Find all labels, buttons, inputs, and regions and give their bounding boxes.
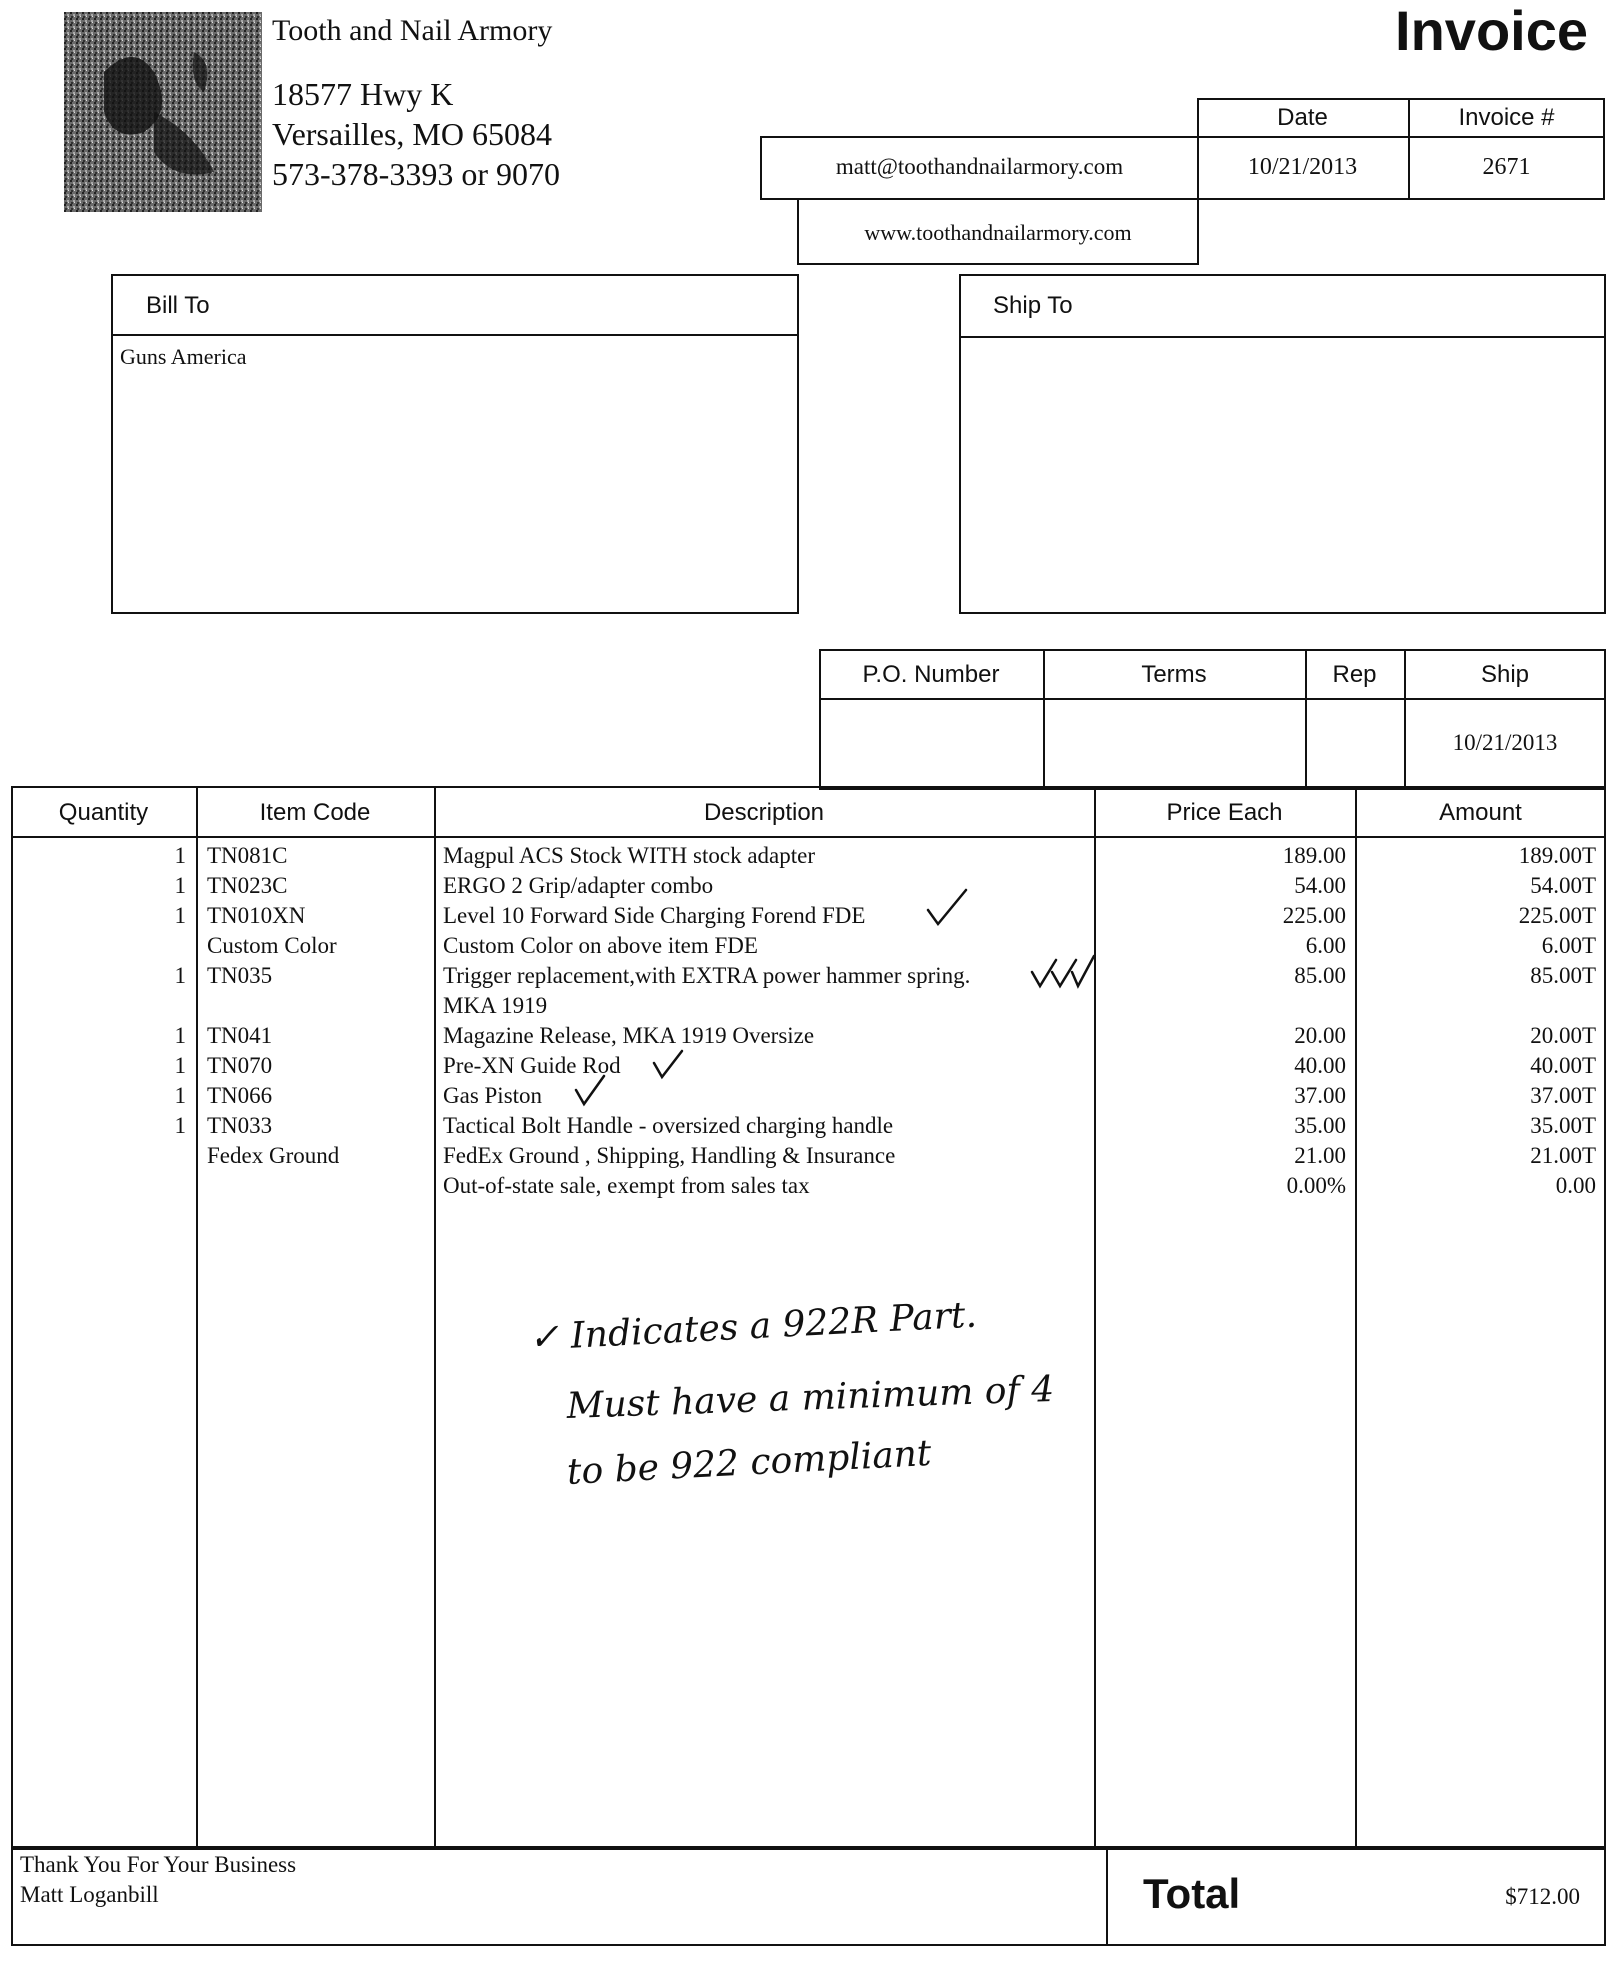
row-amount: 0.00 <box>1555 1173 1596 1198</box>
invoice-date: 10/21/2013 <box>1247 154 1358 180</box>
row-amount: 37.00T <box>1530 1083 1596 1108</box>
row-description: Magazine Release, MKA 1919 Oversize <box>443 1023 815 1048</box>
handwritten-note-line2: Must have a minimum of 4 <box>566 1368 1055 1427</box>
ship-date-value: 10/21/2013 <box>1452 730 1558 755</box>
row-item-code: TN035 <box>207 963 273 988</box>
row-item-code: TN033 <box>207 1113 273 1138</box>
row-quantity: 1 <box>174 963 186 988</box>
row-amount: 21.00T <box>1530 1143 1596 1168</box>
company-phone: 573-378-3393 or 9070 <box>272 156 560 192</box>
row-amount: 20.00T <box>1530 1023 1596 1048</box>
company-address-line1: 18577 Hwy K <box>272 76 454 112</box>
amount-header: Amount <box>1439 799 1522 826</box>
row-item-code: TN041 <box>207 1023 273 1048</box>
row-description: ERGO 2 Grip/adapter combo <box>443 873 714 898</box>
row-quantity: 1 <box>174 873 186 898</box>
company-email[interactable]: matt@toothandnailarmory.com <box>835 154 1124 179</box>
bill-to-label: Bill To <box>146 292 210 319</box>
handwritten-note-line3: to be 922 compliant <box>566 1432 933 1493</box>
row-price-each: 40.00 <box>1294 1053 1346 1078</box>
invoice-number: 2671 <box>1482 154 1531 180</box>
row-quantity: 1 <box>174 843 186 868</box>
row-quantity: 1 <box>174 1053 186 1078</box>
row-quantity: 1 <box>174 1113 186 1138</box>
row-description: Gas Piston <box>443 1083 543 1108</box>
company-address-line2: Versailles, MO 65084 <box>272 116 552 152</box>
item-code-header: Item Code <box>259 799 371 826</box>
row-description: Tactical Bolt Handle - oversized charging handle <box>443 1113 894 1138</box>
row-item-code: TN023C <box>207 873 288 898</box>
handwritten-note-line1: ✓ Indicates a 922R Part. <box>528 1294 978 1359</box>
row-amount: 6.00T <box>1541 933 1596 958</box>
signer-name: Matt Loganbill <box>20 1882 159 1907</box>
rep-header: Rep <box>1332 661 1377 688</box>
check-icon <box>928 890 966 924</box>
row-price-each: 85.00 <box>1294 963 1346 988</box>
row-price-each: 225.00 <box>1282 903 1346 928</box>
row-amount: 40.00T <box>1530 1053 1596 1078</box>
ship-to-label: Ship To <box>993 292 1073 319</box>
row-amount: 225.00T <box>1518 903 1596 928</box>
row-price-each: 189.00 <box>1282 843 1346 868</box>
row-amount: 35.00T <box>1530 1113 1596 1138</box>
row-amount: 189.00T <box>1518 843 1596 868</box>
thank-you-text: Thank You For Your Business <box>20 1852 297 1877</box>
quantity-header: Quantity <box>58 799 149 826</box>
row-price-each: 37.00 <box>1294 1083 1346 1108</box>
row-price-each: 54.00 <box>1294 873 1346 898</box>
row-price-each: 20.00 <box>1294 1023 1346 1048</box>
ship-header: Ship <box>1480 661 1530 688</box>
row-description: MKA 1919 <box>443 993 548 1018</box>
row-item-code: TN066 <box>207 1083 273 1108</box>
row-price-each: 21.00 <box>1294 1143 1346 1168</box>
row-amount: 85.00T <box>1530 963 1596 988</box>
row-quantity: 1 <box>174 1083 186 1108</box>
row-quantity: 1 <box>174 1023 186 1048</box>
total-amount: $712.00 <box>1505 1884 1580 1909</box>
row-description: Custom Color on above item FDE <box>443 933 758 958</box>
row-description: Magpul ACS Stock WITH stock adapter <box>443 843 815 868</box>
date-header: Date <box>1277 104 1328 131</box>
company-website[interactable]: www.toothandnailarmory.com <box>864 220 1132 245</box>
row-description: Level 10 Forward Side Charging Forend FDE <box>443 903 866 928</box>
total-label: Total <box>1143 1870 1241 1917</box>
description-header: Description <box>703 799 825 826</box>
row-price-each: 35.00 <box>1294 1113 1346 1138</box>
row-item-code: TN081C <box>207 843 288 868</box>
row-item-code: TN010XN <box>207 903 306 928</box>
invoice-number-header: Invoice # <box>1458 104 1555 131</box>
company-name: Tooth and Nail Armory <box>272 14 553 47</box>
row-description: Out-of-state sale, exempt from sales tax <box>443 1173 810 1198</box>
po-number-header: P.O. Number <box>862 661 1000 688</box>
invoice-title: Invoice <box>1395 0 1588 62</box>
check-icon <box>576 1076 604 1104</box>
row-amount: 54.00T <box>1530 873 1596 898</box>
row-item-code: TN070 <box>207 1053 273 1078</box>
row-item-code: Fedex Ground <box>207 1143 340 1168</box>
row-description: Pre-XN Guide Rod <box>443 1053 621 1078</box>
row-price-each: 0.00% <box>1286 1173 1346 1198</box>
row-description: FedEx Ground , Shipping, Handling & Insurance <box>443 1143 896 1168</box>
row-description: Trigger replacement,with EXTRA power hammer spring. <box>443 963 971 988</box>
row-item-code: Custom Color <box>207 933 337 958</box>
row-price-each: 6.00 <box>1305 933 1346 958</box>
terms-header: Terms <box>1141 661 1207 688</box>
bill-to-value: Guns America <box>120 344 247 369</box>
row-quantity: 1 <box>174 903 186 928</box>
check-icon <box>654 1051 682 1077</box>
price-each-header: Price Each <box>1166 799 1283 826</box>
